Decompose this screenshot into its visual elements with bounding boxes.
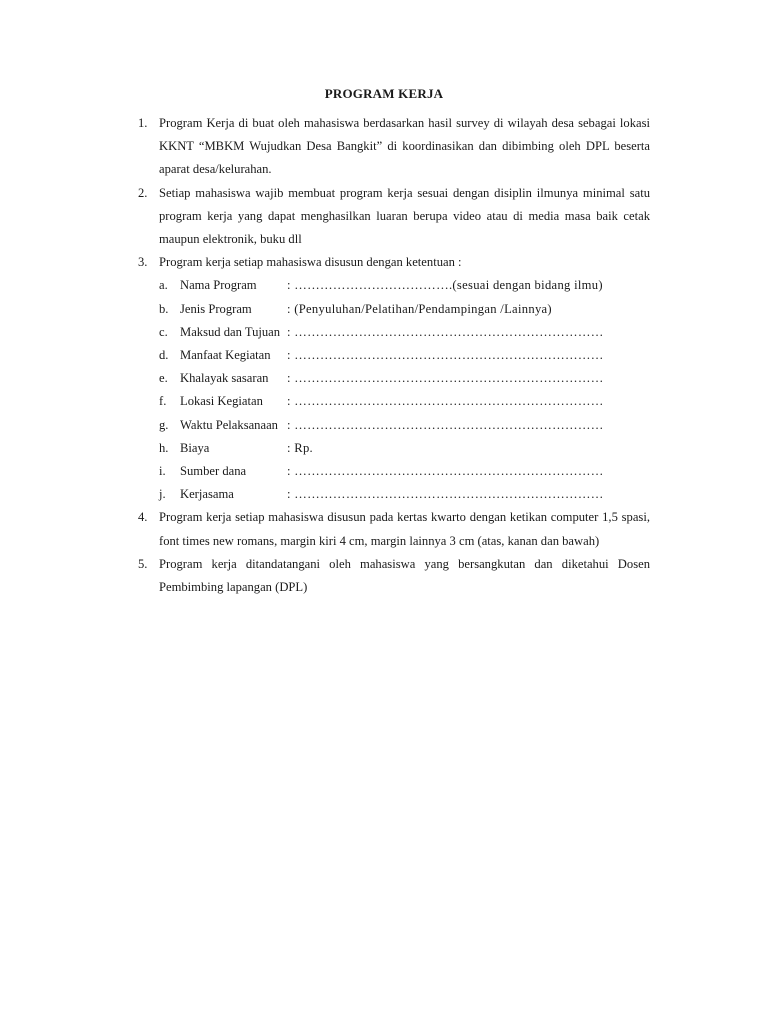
list-item-5	[138, 553, 650, 599]
item-text: Program kerja setiap mahasiswa disusun dengan ketentuan :	[159, 255, 462, 270]
list-item-3	[138, 251, 650, 506]
provision-letter: b.	[159, 301, 169, 316]
provisions-sublist	[159, 274, 650, 506]
provision-value: : ………………………………………………………………	[287, 347, 604, 362]
provision-label: Biaya	[180, 440, 210, 455]
provision-label: Maksud dan Tujuan	[180, 324, 281, 339]
requirements-list	[138, 112, 650, 599]
provision-letter: h.	[159, 440, 169, 455]
provision-sumber-dana	[159, 460, 650, 483]
provision-value: : ………………………………………………………………	[287, 417, 604, 432]
provision-value: : ………………………………………………………………	[287, 371, 604, 386]
provision-letter: c.	[159, 324, 168, 339]
provision-biaya	[159, 437, 650, 460]
provision-label: Lokasi Kegiatan	[180, 394, 263, 409]
provision-jenis-program	[159, 298, 650, 321]
item-text: Setiap mahasiswa wajib membuat program kerja sesuai dengan disiplin ilmunya minimal satu program kerja yang dapat menghasilkan luaran berupa video atau di media masa baik cetak maupun elektronik, buku dll	[159, 185, 650, 247]
item-text: Program Kerja di buat oleh mahasiswa berdasarkan hasil survey di wilayah desa sebagai lokasi KKNT “MBKM Wujudkan Desa Bangkit” di koordinasikan dan dibimbing oleh DPL beserta aparat desa/kelurahan.	[159, 116, 650, 177]
provision-letter: e.	[159, 371, 168, 386]
provision-value: : ………………………………………………………………	[287, 324, 604, 339]
list-item-4	[138, 506, 650, 552]
provision-letter: f.	[159, 394, 167, 409]
provision-label: Jenis Program	[180, 301, 252, 316]
item-number: 1.	[138, 116, 148, 130]
provision-value: : (Penyuluhan/Pelatihan/Pendampingan /Lainnya)	[287, 301, 552, 316]
provision-letter: i.	[159, 463, 166, 478]
provision-waktu-pelaksanaan	[159, 414, 650, 437]
provision-maksud-tujuan	[159, 321, 650, 344]
item-number: 2.	[138, 185, 148, 200]
item-text: Program kerja ditandatangani oleh mahasiswa yang bersangkutan dan diketahui Dosen Pembimbing lapangan (DPL)	[159, 556, 650, 594]
provision-lokasi-kegiatan	[159, 390, 650, 413]
provision-label: Nama Program	[180, 278, 257, 293]
provision-value: : ……………………………….(sesuai dengan bidang ilmu)	[287, 278, 603, 293]
item-number: 4.	[138, 510, 148, 525]
provision-letter: g.	[159, 417, 169, 432]
provision-value: : Rp.	[287, 440, 313, 455]
provision-value: : ………………………………………………………………	[287, 463, 604, 478]
provision-letter: d.	[159, 347, 169, 362]
provision-value: : ………………………………………………………………	[287, 394, 604, 409]
provision-value: : ………………………………………………………………	[287, 487, 604, 502]
provision-manfaat-kegiatan	[159, 344, 650, 367]
provision-letter: a.	[159, 278, 168, 293]
list-item-2	[138, 182, 650, 252]
list-item-1	[138, 112, 650, 182]
provision-label: Kerjasama	[180, 487, 234, 502]
provision-label: Manfaat Kegiatan	[180, 347, 271, 362]
provision-khalayak-sasaran	[159, 367, 650, 390]
provision-label: Waktu Pelaksanaan	[180, 417, 278, 432]
provision-label: Sumber dana	[180, 463, 247, 478]
provision-kerjasama	[159, 483, 650, 506]
item-number: 3.	[138, 255, 148, 270]
provision-label: Khalayak sasaran	[180, 371, 269, 386]
provision-letter: j.	[159, 487, 166, 502]
provision-nama-program	[159, 274, 650, 297]
document-title: PROGRAM KERJA	[324, 86, 444, 101]
item-text: Program kerja setiap mahasiswa disusun pada kertas kwarto dengan ketikan computer 1,5 spasi, font times new romans, margin kiri 4 cm, margin lainnya 3 cm (atas, kanan dan bawah)	[159, 510, 650, 548]
item-number: 5.	[138, 556, 148, 571]
